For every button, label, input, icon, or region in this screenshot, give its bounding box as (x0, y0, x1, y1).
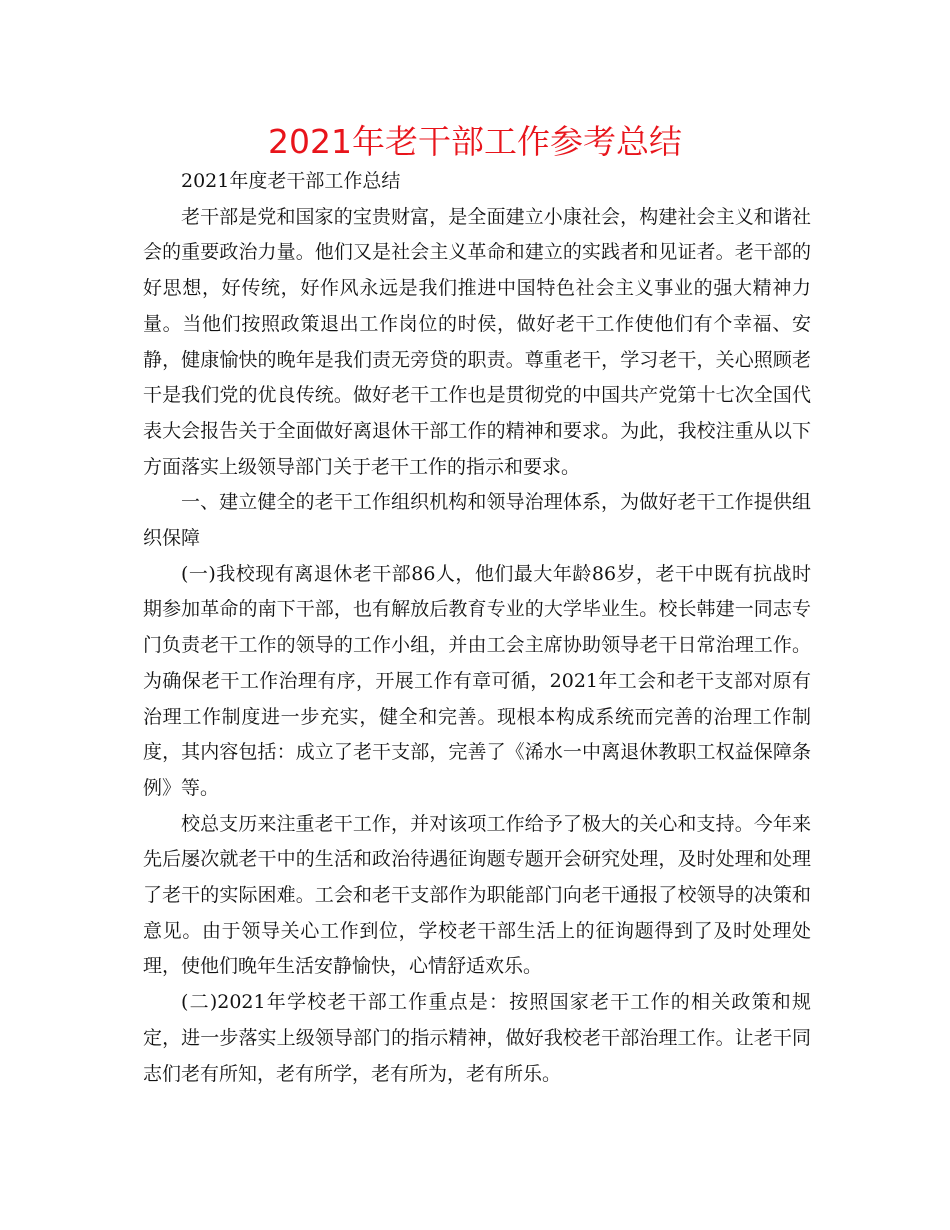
section-heading-1: 一、建立健全的老干工作组织机构和领导治理体系，为做好老干工作提供组织保障 (143, 491, 811, 550)
document-body (143, 164, 811, 1092)
paragraph-subtitle: 2021年度老干部工作总结 (181, 170, 401, 192)
paragraph-intro: 老干部是党和国家的宝贵财富，是全面建立小康社会，构建社会主义和谐社会的重要政治力量。他们又是社会主义革命和建立的实践者和见证者。老干部的好思想，好传统，好作风永远是我们推进中国特色社会主义事业的强大精神力量。当他们按照政策退出工作岗位的时侯，做好老干工作使他们有个幸福、安静，健康愉快的晚年是我们责无旁贷的职责。尊重老干，学习老干，关心照顾老干是我们党的优良传统。做好老干工作也是贯彻党的中国共产党第十七次全国代表大会报告关于全面做好离退休干部工作的精神和要求。为此，我校注重从以下方面落实上级领导部门关于老干工作的指示和要求。 (143, 205, 811, 478)
document-title: 2021年老干部工作参考总结 (268, 122, 682, 161)
paragraph-section-1-2: 校总支历来注重老干工作，并对该项工作给予了极大的关心和支持。今年来先后屡次就老干中的生活和政治待遇征询题专题开会研究处理，及时处理和处理了老干的实际困难。工会和老干支部作为职能部门向老干通报了校领导的决策和意见。由于领导关心工作到位，学校老干部生活上的征询题得到了及时处理处理，使他们晚年生活安静愉快，心情舒适欢乐。 (143, 812, 811, 978)
paragraph-section-1-1: (一)我校现有离退休老干部86人，他们最大年龄86岁，老干中既有抗战时期参加革命的南下干部，也有解放后教育专业的大学毕业生。校长韩建一同志专门负责老干工作的领导的工作小组，并由工会主席协助领导老干日常治理工作。为确保老干工作治理有序，开展工作有章可循，2021年工会和老干支部对原有治理工作制度进一步充实，健全和完善。现根本构成系统而完善的治理工作制度，其内容包括：成立了老干支部，完善了《浠水一中离退休教职工权益保障条例》等。 (143, 562, 811, 799)
paragraph-section-1-3: (二)2021年学校老干部工作重点是：按照国家老干工作的相关政策和规定，进一步落实上级领导部门的指示精神，做好我校老干部治理工作。让老干同志们老有所知，老有所学，老有所为，老有所乐。 (143, 991, 811, 1085)
